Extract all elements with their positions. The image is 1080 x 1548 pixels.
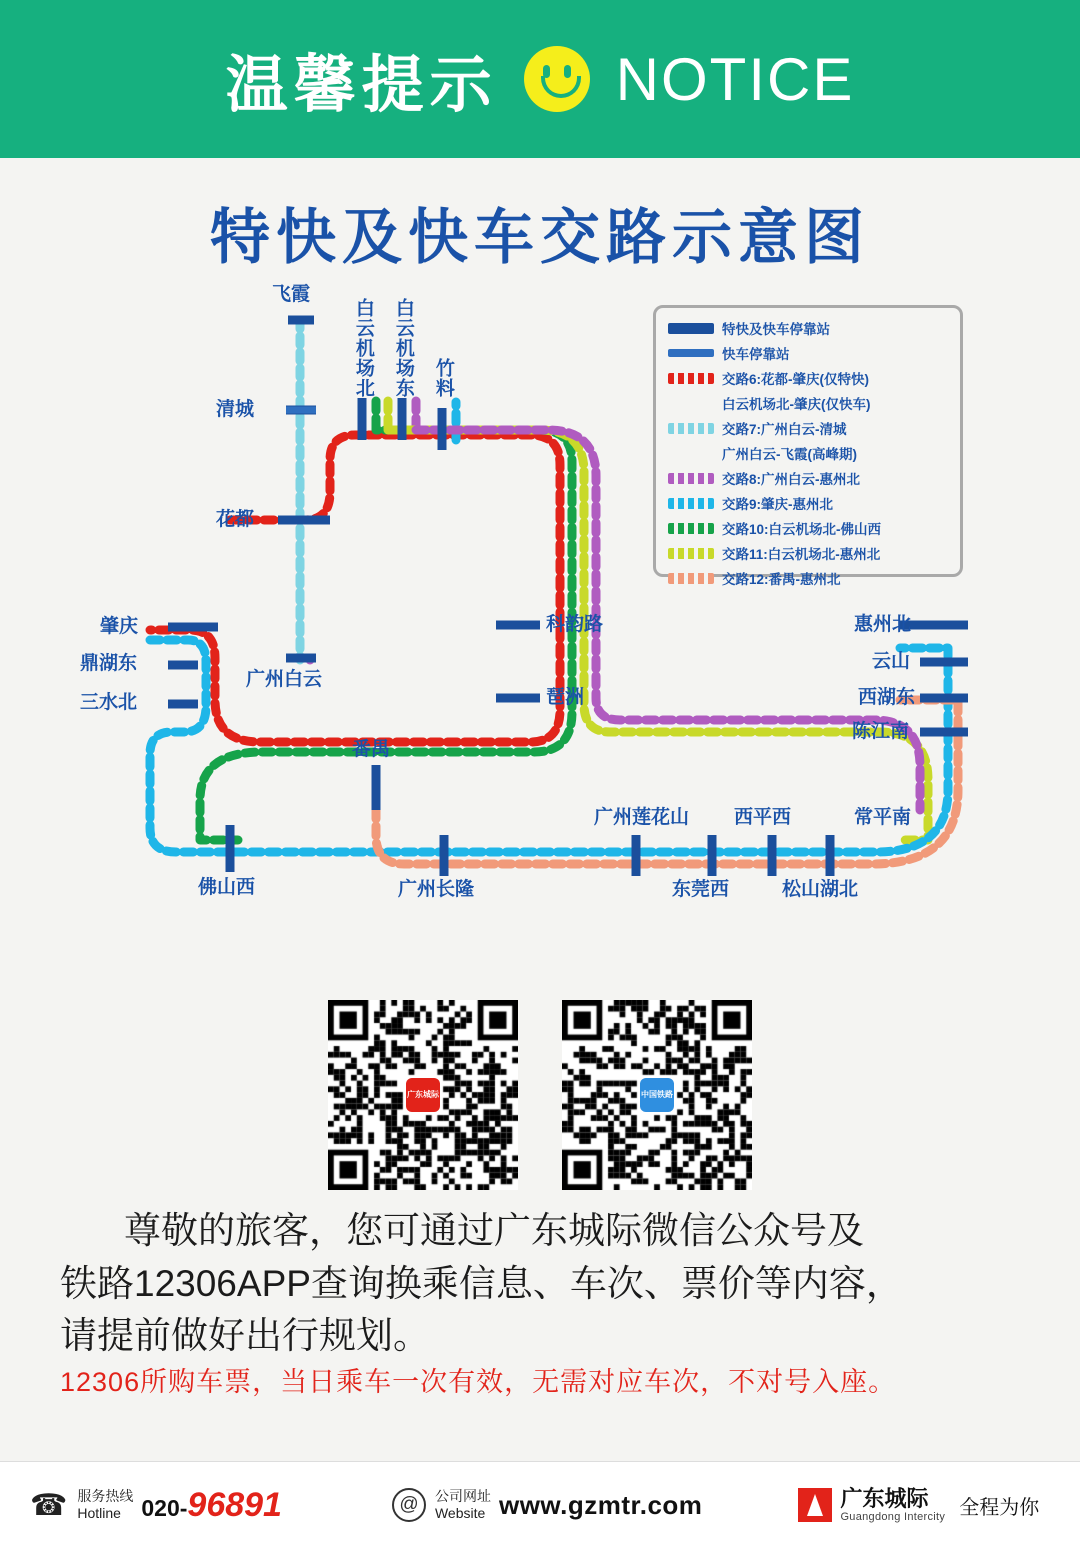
qr-badge-china-railway: 中国铁路 <box>640 1078 674 1112</box>
footer-website <box>392 1488 702 1523</box>
station-label-changpingnan: 常平南 <box>854 807 912 828</box>
footer-hotline-en: Hotline <box>77 1505 121 1521</box>
legend-swatch-express-stop <box>668 323 714 334</box>
footer-hotline <box>30 1486 282 1525</box>
legend-swatch-route6 <box>668 373 714 384</box>
legend-item <box>668 343 950 363</box>
notice-line-1: 尊敬的旅客，您可通过广东城际微信公众号及 <box>124 1210 864 1251</box>
header-title-cn: 温馨提示 <box>225 50 498 120</box>
header-banner <box>0 0 1080 158</box>
legend-label: 交路8:广州白云-惠州北 <box>722 472 860 487</box>
brand-logo-icon <box>798 1488 832 1522</box>
qr-code-area <box>0 995 1080 1195</box>
station-label-qingcheng: 清城 <box>216 399 255 420</box>
brand-name-en: Guangdong Intercity <box>840 1511 946 1524</box>
station-label-foshanxi: 佛山西 <box>198 877 256 898</box>
footer-brand <box>798 1487 1039 1523</box>
footer-bar <box>0 1461 1080 1548</box>
legend-item <box>668 568 950 588</box>
notice-line-2: 铁路12306APP查询换乘信息、车次、票价等内容， <box>60 1262 903 1304</box>
legend-swatch-fast-stop <box>668 349 714 357</box>
footer-website-url[interactable]: www.gzmtr.com <box>498 1489 703 1520</box>
at-icon: @ <box>392 1488 426 1522</box>
legend-label: 交路6:花都-肇庆(仅特快) <box>722 372 869 387</box>
legend-swatch-route8 <box>668 473 714 484</box>
legend-item <box>668 318 950 338</box>
notice-warning: 12306所购车票，当日乘车一次有效，无需对应车次，不对号入座。 <box>60 1367 897 1397</box>
station-label-baiyun-airport-north: 白云机场北 <box>352 298 374 398</box>
page-title: 特快及快车交路示意图 <box>210 204 870 271</box>
footer-website-labels <box>435 1488 491 1523</box>
legend-swatch-route9 <box>668 498 714 509</box>
station-label-dongguanxi: 东莞西 <box>672 879 730 900</box>
legend-label: 交路10:白云机场北-佛山西 <box>722 522 882 537</box>
legend-label: 交路12:番禺-惠州北 <box>722 572 841 587</box>
brand-slogan: 全程为你 <box>959 1496 1040 1519</box>
station-label-zhuliao: 竹料 <box>432 358 454 398</box>
station-label-guangzhou-baiyun: 广州白云 <box>246 669 323 690</box>
station-label-sanshuibei: 三水北 <box>80 692 138 713</box>
legend-item <box>668 518 950 538</box>
station-label-panyu: 番禺 <box>352 739 391 760</box>
footer-hotline-number <box>141 1486 282 1525</box>
footer-website-en: Website <box>434 1505 486 1521</box>
footer-hotline-labels <box>77 1488 133 1523</box>
legend-label: 交路11:白云机场北-惠州北 <box>722 547 881 562</box>
station-label-guangzhou-lianhuashan: 广州莲花山 <box>594 807 690 828</box>
station-label-zhaoqing: 肇庆 <box>100 616 139 637</box>
station-label-huizhoubei: 惠州北 <box>854 614 912 635</box>
legend-swatch-route12 <box>668 573 714 584</box>
legend-item <box>668 368 950 388</box>
footer-website-cn: 公司网址 <box>434 1487 491 1504</box>
station-label-keyunlu: 科韵路 <box>546 614 604 635</box>
legend-item <box>668 468 950 488</box>
station-label-songshanhubei: 松山湖北 <box>782 879 859 900</box>
legend-label: 交路7:广州白云-清城 <box>722 422 847 437</box>
legend-label: 交路9:肇庆-惠州北 <box>722 497 833 512</box>
qr-badge-gdcity: 广东城际 <box>406 1078 440 1112</box>
legend-swatch-route11 <box>668 548 714 559</box>
legend-item <box>668 418 950 438</box>
phone-icon: ☎ <box>30 1488 68 1522</box>
station-label-yunshan: 云山 <box>872 651 911 672</box>
station-label-chenjiangnan: 陈江南 <box>852 721 910 742</box>
station-label-guangzhou-changlong: 广州长隆 <box>398 879 475 900</box>
station-label-huadu: 花都 <box>216 509 255 530</box>
qr-code-wechat <box>328 1000 518 1190</box>
legend-sublabel-route7: 广州白云-飞霞(高峰期) <box>722 447 857 462</box>
station-label-baiyun-airport-east: 白云机场东 <box>392 298 414 398</box>
legend-box <box>653 305 963 587</box>
station-label-xipingxi: 西平西 <box>734 807 792 828</box>
legend-swatch-route10 <box>668 523 714 534</box>
header-title-en: NOTICE <box>615 45 855 113</box>
notice-line-3: 请提前做好出行规划。 <box>60 1315 430 1357</box>
station-label-feixia: 飞霞 <box>272 284 311 305</box>
station-label-xihudong: 西湖东 <box>858 687 916 708</box>
legend-label: 快车停靠站 <box>722 347 790 362</box>
notice-text <box>60 1205 1020 1363</box>
station-label-dinghudong: 鼎湖东 <box>80 653 138 674</box>
footer-hotline-cn: 服务热线 <box>77 1487 134 1504</box>
legend-sublabel-route6: 白云机场北-肇庆(仅快车) <box>722 397 871 412</box>
station-label-pazhou: 琶洲 <box>546 687 585 708</box>
qr-code-12306 <box>562 1000 752 1190</box>
brand-name-cn: 广东城际 <box>840 1485 929 1511</box>
legend-swatch-route7 <box>668 423 714 434</box>
footer-hotline-digits: 96891 <box>187 1485 282 1524</box>
footer-hotline-prefix: 020- <box>141 1494 188 1521</box>
smiley-face-icon <box>524 46 590 112</box>
legend-label: 特快及快车停靠站 <box>722 322 830 337</box>
legend-item <box>668 543 950 563</box>
legend-item <box>668 493 950 513</box>
